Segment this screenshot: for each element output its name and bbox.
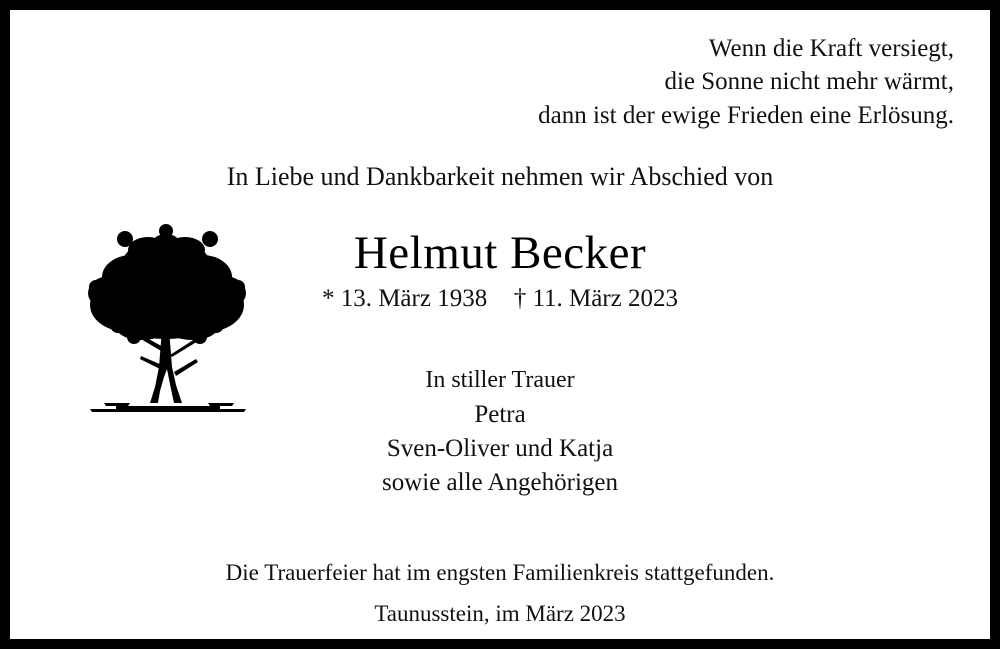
footer-block <box>10 555 990 635</box>
obituary-notice <box>10 10 990 639</box>
epitaph-line-1: Wenn die Kraft versiegt, <box>708 35 954 62</box>
place-and-date: Taunusstein, im März 2023 <box>374 600 626 626</box>
epitaph-line-3: dann ist der ewige Frieden eine Erlösung. <box>538 101 954 129</box>
ceremony-note: Die Trauerfeier hat im engsten Familienkreis stattgefunden. <box>225 560 775 585</box>
deceased-name: Helmut Becker <box>353 227 647 279</box>
mourner-3: sowie alle Angehörigen <box>381 468 619 496</box>
mourner-1: Petra <box>474 401 526 428</box>
mourner-2: Sven-Oliver und Katja <box>386 434 614 462</box>
tree-icon <box>70 217 265 417</box>
birth-date: * 13. März 1938 <box>321 285 488 312</box>
epitaph-line-2: die Sonne nicht mehr wärmt, <box>664 68 954 96</box>
death-date: † 11. März 2023 <box>513 285 679 312</box>
mourning-header: In stiller Trauer <box>425 367 575 393</box>
epitaph-verse <box>538 32 954 132</box>
intro-text: In Liebe und Dankbarkeit nehmen wir Abschied von <box>226 162 774 191</box>
